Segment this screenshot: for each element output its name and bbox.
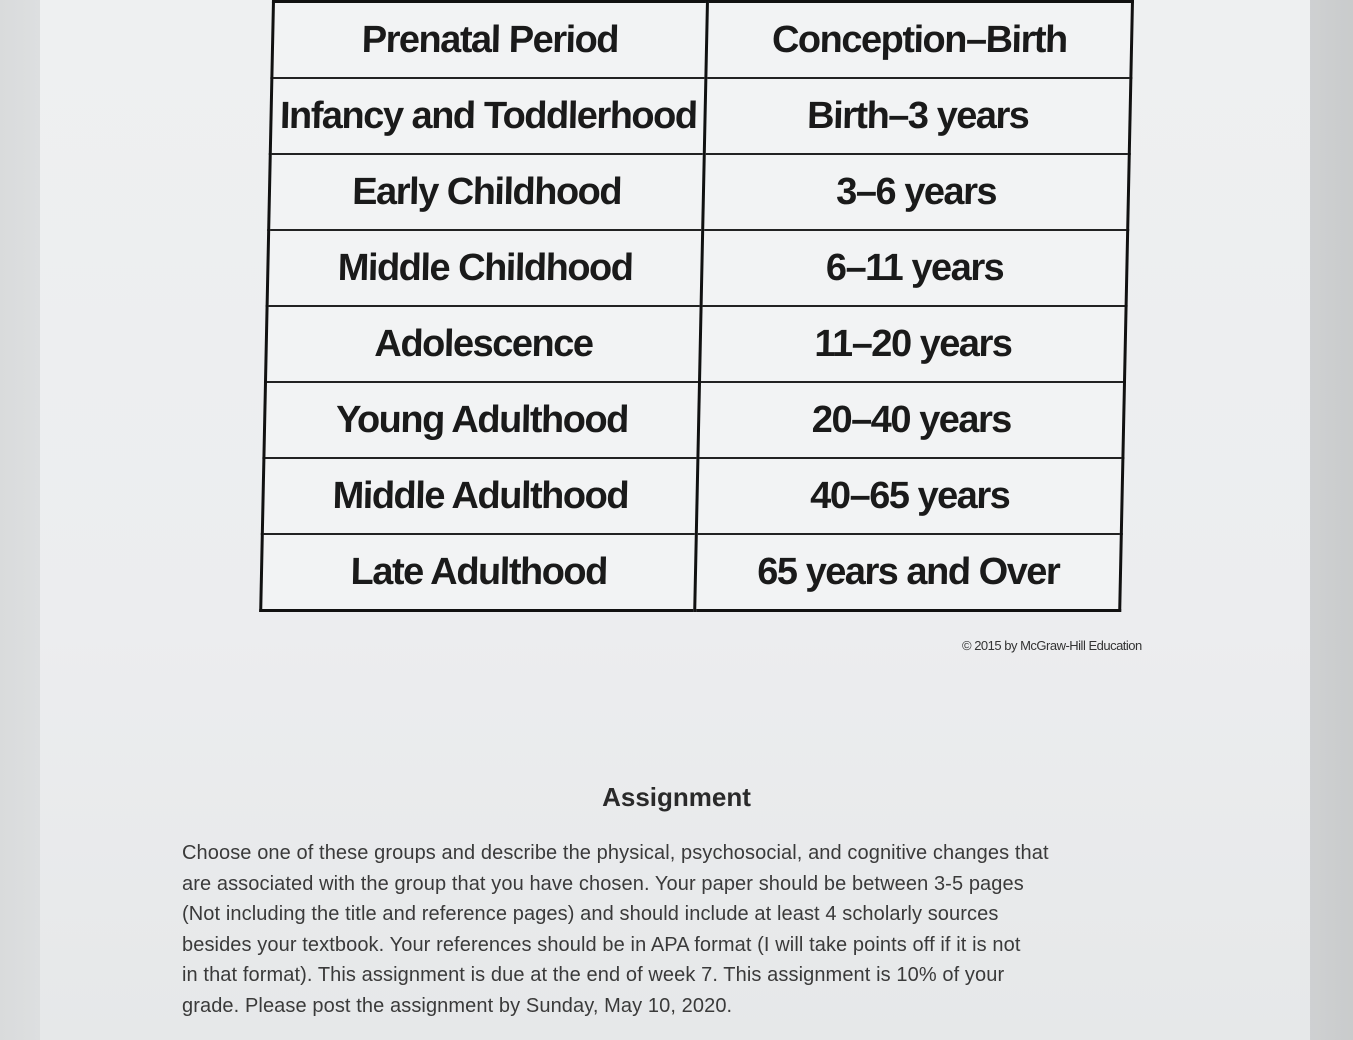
age-range-cell: 20–40 years — [698, 382, 1124, 458]
stage-cell: Infancy and Toddlerhood — [270, 78, 706, 154]
stage-cell: Adolescence — [265, 306, 701, 382]
assignment-body — [182, 838, 1182, 1021]
stage-cell: Young Adulthood — [264, 382, 700, 458]
table-row — [265, 306, 1126, 382]
table-row — [272, 2, 1133, 79]
assignment-heading: Assignment — [602, 782, 751, 812]
stage-cell: Prenatal Period — [272, 2, 708, 79]
table-row — [269, 154, 1130, 230]
assignment-text-line: grade. Please post the assignment by Sunday, May 10, 2020. — [182, 994, 733, 1017]
assignment-text-line: are associated with the group that you have chosen. Your paper should be between 3-5 pages — [182, 872, 1024, 895]
age-range-cell: Birth–3 years — [705, 78, 1131, 154]
table-row — [267, 230, 1128, 306]
table-row — [261, 534, 1122, 611]
age-range-cell: 6–11 years — [702, 230, 1128, 306]
age-range-cell: 11–20 years — [700, 306, 1126, 382]
age-range-cell: 65 years and Over — [695, 534, 1121, 611]
stage-cell: Middle Adulthood — [262, 458, 698, 534]
age-range-cell: 3–6 years — [703, 154, 1129, 230]
table-row — [262, 458, 1123, 534]
stage-cell: Middle Childhood — [267, 230, 703, 306]
assignment-text-line: Choose one of these groups and describe the physical, psychosocial, and cognitive changes that — [182, 842, 1049, 864]
table-row — [270, 78, 1131, 154]
age-range-cell: 40–65 years — [697, 458, 1123, 534]
copyright-notice: © 2015 by McGraw-Hill Education — [962, 638, 1142, 653]
table-row — [264, 382, 1125, 458]
age-range-cell: Conception–Birth — [706, 2, 1132, 79]
stage-cell: Late Adulthood — [261, 534, 697, 611]
assignment-text-line: besides your textbook. Your references should be in APA format (I will take points off if it is not — [182, 933, 1021, 956]
life-stages-table — [259, 0, 1134, 612]
assignment-text-line: in that format). This assignment is due at the end of week 7. This assignment is 10% of your — [182, 964, 1005, 986]
assignment-text-line: (Not including the title and reference pages) and should include at least 4 scholarly sources — [182, 903, 999, 925]
stage-cell: Early Childhood — [269, 154, 705, 230]
